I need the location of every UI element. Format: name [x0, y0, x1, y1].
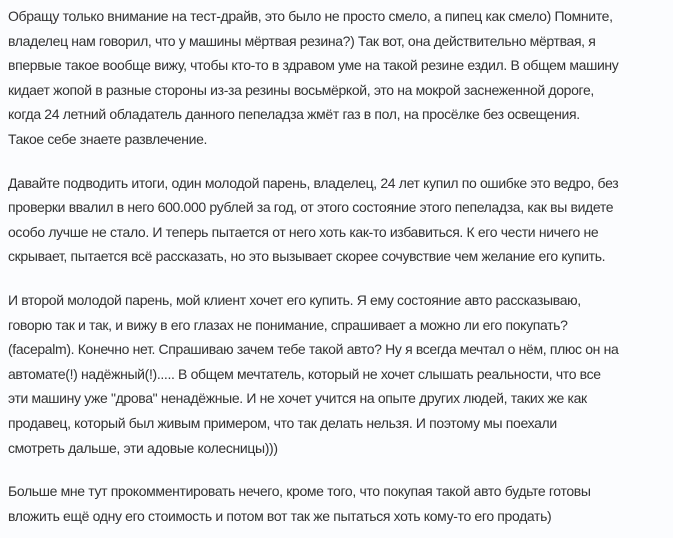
text-line: Обращу только внимание на тест-драйв, это было не просто смело, а пипец как смело) Помните,	[8, 8, 613, 24]
text-line: И второй молодой парень, мой клиент хочет его купить. Я ему состояние авто рассказываю,	[8, 291, 581, 308]
text-line: впервые такое вообще вижу, чтобы кто-то в здравом уме на такой резине ездил. В общем машину	[8, 57, 619, 74]
text-line: Такое себе знаете развлечение.	[8, 130, 208, 147]
text-line: Больше мне тут прокомментировать нечего, кроме того, что покупая такой авто будьте готовы	[8, 483, 591, 500]
text-line: проверки ввалил в него 600.000 рублей за год, от этого состояние этого пепеладза, как вы видете	[8, 199, 614, 216]
text-line: (facepalm). Конечно нет. Спрашиваю зачем тебе такой авто? Ну я всегда мечтал о нём, плюс он на	[8, 341, 619, 358]
text-line: вложить ещё одну его стоимость и потом вот так же пытаться хоть кому-то его продать)	[8, 507, 552, 524]
paragraph	[8, 288, 673, 460]
text-line: владелец нам говорил, что у машины мёртвая резина?) Так вот, она действительно мёртвая, я	[8, 32, 596, 49]
paragraph	[8, 171, 673, 269]
text-line: кидает жопой в разные стороны из-за резины восьмёркой, это на мокрой заснеженной дороге,	[8, 81, 594, 98]
paragraph	[8, 4, 673, 152]
text-line: эти машину уже "дрова" ненадёжные. И не хочет учится на опыте других людей, таких же как	[8, 390, 587, 407]
text-line: особо лучше не стало. И теперь пытается от него хоть как-то избавиться. К его чести ничего не	[8, 223, 599, 240]
text-line: скрывает, пытается всё рассказать, но это вызывает скорее сочувствие чем желание его купить.	[8, 248, 606, 265]
text-line: когда 24 летний обладатель данного пепеладза жмёт газ в пол, на просёлке без освещения.	[8, 106, 580, 123]
text-line: говорю так и так, и вижу в его глазах не понимание, спрашивает а можно ли его покупать?	[8, 316, 568, 333]
text-line: смотреть дальше, эти адовые колесницы)))	[8, 439, 278, 456]
text-line: продавец, который был живым примером, что так делать нельзя. И поэтому мы поехали	[8, 414, 557, 431]
paragraph	[8, 479, 673, 528]
text-line: Давайте подводить итоги, один молодой парень, владелец, 24 лет купил по ошибке это ведро, без	[8, 174, 619, 191]
text-line: автомате(!) надёжный(!)..... В общем мечтатель, который не хочет слышать реальности, что все	[8, 365, 601, 382]
